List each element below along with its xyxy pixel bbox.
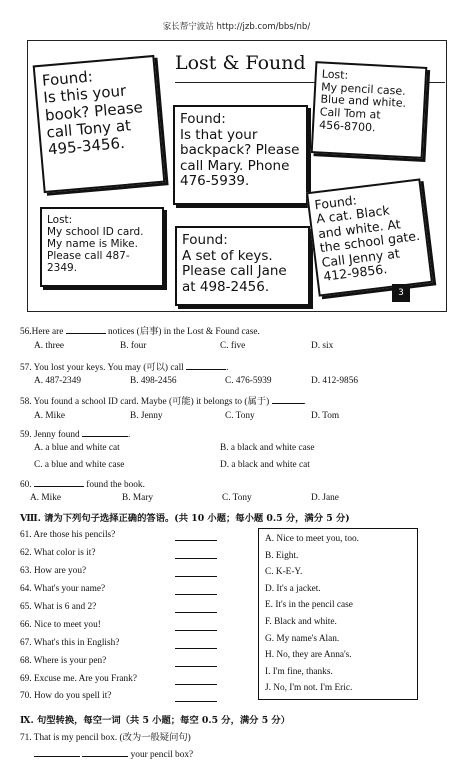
option-a: A. three (34, 341, 64, 351)
matching-question-70: 70. How do you spell it? (20, 691, 112, 701)
answer-blank[interactable] (34, 477, 84, 487)
matching-question-64: 64. What's your name? (20, 584, 106, 594)
question-text: found the book. (86, 480, 145, 490)
matching-question-61: 61. Are those his pencils? (20, 530, 116, 540)
option-a: A. Mike (34, 411, 65, 421)
answer-blank[interactable] (34, 748, 80, 757)
option-a: A. 487-2349 (34, 376, 81, 386)
question-59 (20, 427, 130, 440)
question-text: . (226, 363, 229, 373)
answer-blank[interactable] (82, 427, 128, 437)
option-c: C. Tony (222, 493, 252, 503)
answer-blank[interactable] (186, 360, 226, 370)
question-text: notices (启事) in the Lost & Found case. (108, 327, 260, 337)
option-a: A. a blue and white cat (34, 443, 120, 453)
option-d: D. a black and white cat (220, 460, 310, 470)
question-text: your pencil box? (130, 750, 194, 760)
matching-question-65: 65. What is 6 and 2? (20, 602, 97, 612)
notice-text: Lost: My school ID card. My name is Mike. Please call 487- 2349. (47, 214, 144, 275)
matching-blank-63[interactable] (175, 576, 217, 577)
matching-question-69: 69. Excuse me. Are you Frank? (20, 674, 137, 684)
answer-blank[interactable] (82, 748, 128, 757)
question-text: 56.Here are (20, 327, 64, 337)
option-d: D. six (311, 341, 334, 351)
question-text: . (127, 430, 131, 440)
question-58 (20, 393, 306, 407)
notice-text: Lost: My pencil case. Blue and white. Call Tom at 456-8700. (318, 67, 407, 134)
option-b: B. Jenny (130, 411, 163, 421)
matching-question-66: 66. Nice to meet you! (20, 620, 101, 630)
matching-blank-62[interactable] (175, 558, 217, 559)
question-71-answer-line (34, 748, 193, 760)
notice-text: Found: A set of keys. Please call Jane at 498-2456. (182, 232, 287, 295)
question-text: 58. You found a school ID card. Maybe (可能) it belongs to (属于) (20, 397, 270, 407)
matching-blank-69[interactable] (175, 684, 217, 685)
notice-text: Found: Is this your book? Please call Tony at 495-3456. (41, 67, 144, 159)
question-57 (20, 359, 228, 373)
option-b: B. a black and white case (220, 443, 315, 453)
answer-option-a: A. Nice to meet you, too. (265, 534, 359, 544)
matching-blank-61[interactable] (175, 540, 217, 541)
notice-text: Found: A cat. Black and white. At the school gate. Call Jenny at 412-9856. (313, 192, 421, 284)
option-b: B. Mary (122, 493, 153, 503)
answer-option-i: I. I'm fine, thanks. (265, 666, 333, 677)
option-d: D. Jane (311, 493, 339, 503)
matching-blank-65[interactable] (175, 612, 217, 613)
answer-option-g: G. My name's Alan. (265, 633, 340, 644)
answer-blank[interactable] (272, 394, 304, 404)
answer-option-c: C. K-E-Y. (265, 567, 303, 578)
notice-found-book (33, 55, 166, 193)
question-text: 57. You lost your keys. You may (可以) call (20, 363, 184, 373)
question-text: 59. Jenny found (20, 430, 80, 440)
board-title: Lost & Found (175, 52, 306, 74)
answer-option-d: D. It's a jacket. (265, 583, 321, 594)
option-d: D. 412-9856 (311, 376, 358, 386)
answer-option-h: H. No, they are Anna's. (265, 650, 352, 661)
option-b: B. four (120, 341, 147, 351)
matching-answers-box (258, 528, 418, 700)
question-56 (20, 323, 260, 337)
option-c: C. 476-5939 (225, 376, 272, 386)
question-60 (20, 477, 145, 490)
matching-blank-66[interactable] (175, 630, 217, 631)
option-b: B. 498-2456 (130, 376, 177, 386)
notice-found-backpack (173, 105, 308, 205)
page-corner-mark: 3 (392, 284, 410, 302)
answer-blank[interactable] (66, 324, 106, 334)
notice-lost-pencil-case (311, 61, 428, 159)
question-text: . (303, 397, 306, 407)
notice-text: Found: Is that your backpack? Please call Mary. Phone 476-5939. (180, 111, 300, 190)
notice-found-keys (175, 226, 310, 306)
answer-option-b: B. Eight. (265, 550, 299, 561)
section-8-heading: Ⅷ. 请为下列句子选择正确的答语。(共 10 小题；每小题 0.5 分，满分 5 分) (20, 513, 350, 524)
page-header: 家长帮宁波站 http://jzb.com/bbs/nb/ (162, 22, 311, 32)
question-71: 71. That is my pencil box. (改为一般疑问句) (20, 733, 191, 743)
option-c: C. five (220, 341, 246, 351)
option-d: D. Tom (311, 411, 340, 421)
notice-lost-id-card (40, 207, 164, 287)
matching-question-68: 68. Where is your pen? (20, 656, 107, 666)
option-c: C. a blue and white case (34, 460, 125, 470)
notice-found-cat (306, 178, 433, 296)
matching-question-67: 67. What's this in English? (20, 638, 120, 648)
question-text: 60. (20, 480, 32, 490)
matching-blank-68[interactable] (175, 666, 217, 667)
section-9-heading: Ⅸ. 句型转换，每空一词（共 5 小题；每空 0.5 分，满分 5 分） (20, 715, 291, 726)
answer-option-f: F. Black and white. (265, 616, 337, 627)
matching-blank-70[interactable] (175, 701, 217, 702)
answer-option-e: E. It's in the pencil case (265, 600, 353, 611)
answer-option-j: J. No, I'm not. I'm Eric. (265, 683, 353, 694)
matching-blank-64[interactable] (175, 594, 217, 595)
matching-question-63: 63. How are you? (20, 566, 87, 576)
matching-blank-67[interactable] (175, 648, 217, 649)
option-c: C. Tony (225, 411, 255, 421)
option-a: A. Mike (30, 493, 61, 503)
matching-question-62: 62. What color is it? (20, 548, 96, 558)
